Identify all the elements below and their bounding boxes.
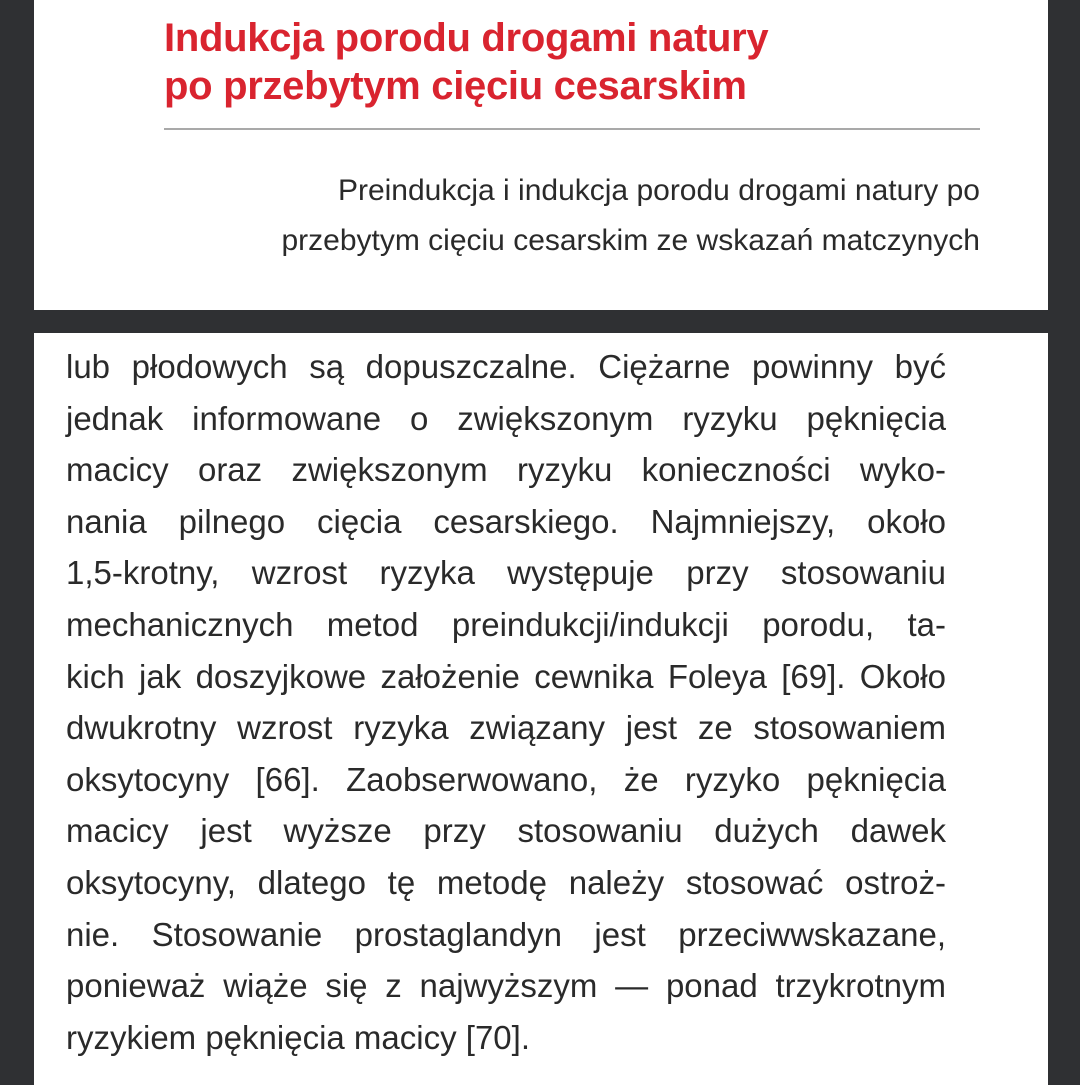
body-line: ryzykiem pęknięcia macicy [70].	[66, 1018, 530, 1056]
body-line: nania pilnego cięcia cesarskiego. Najmniejszy, około	[66, 502, 946, 540]
body-line: macicy oraz zwiększonym ryzyku konieczności wyko-	[66, 451, 946, 489]
body-line: jednak informowane o zwiększonym ryzyku pęknięcia	[66, 399, 946, 437]
body-line: macicy jest wyższe przy stosowaniu dużych dawek	[66, 812, 946, 850]
intro-line: przebytym cięciu cesarskim ze wskazań matczynych	[281, 224, 980, 257]
section-title-line: Indukcja porodu drogami natury	[164, 16, 769, 60]
body-line: ponieważ wiąże się z najwyższym — ponad trzykrotnym	[66, 967, 946, 1005]
title-divider	[164, 128, 980, 130]
section-title	[164, 14, 768, 110]
page-bottom-panel	[34, 333, 1048, 1085]
body-line: lub płodowych są dopuszczalne. Ciężarne powinny być	[66, 348, 946, 385]
body-line: dwukrotny wzrost ryzyka związany jest ze stosowaniem	[66, 709, 946, 747]
body-line: mechanicznych metod preindukcji/indukcji porodu, ta-	[66, 605, 946, 643]
body-line: oksytocyny [66]. Zaobserwowano, że ryzyko pęknięcia	[66, 760, 946, 798]
body-line: nie. Stosowanie prostaglandyn jest przeciwwskazane,	[66, 915, 946, 953]
intro-line: Preindukcja i indukcja porodu drogami natury po	[337, 174, 980, 207]
body-line: 1,5-krotny, wzrost ryzyka występuje przy stosowaniu	[66, 554, 946, 592]
body-line: kich jak doszyjkowe założenie cewnika Foleya [69]. Około	[66, 657, 946, 695]
intro-paragraph	[156, 166, 980, 266]
body-line: oksytocyny, dlatego tę metodę należy stosować ostroż-	[66, 863, 946, 901]
body-paragraph	[66, 341, 946, 1063]
page-top-panel	[34, 0, 1048, 310]
section-title-line: po przebytym cięciu cesarskim	[164, 64, 747, 108]
